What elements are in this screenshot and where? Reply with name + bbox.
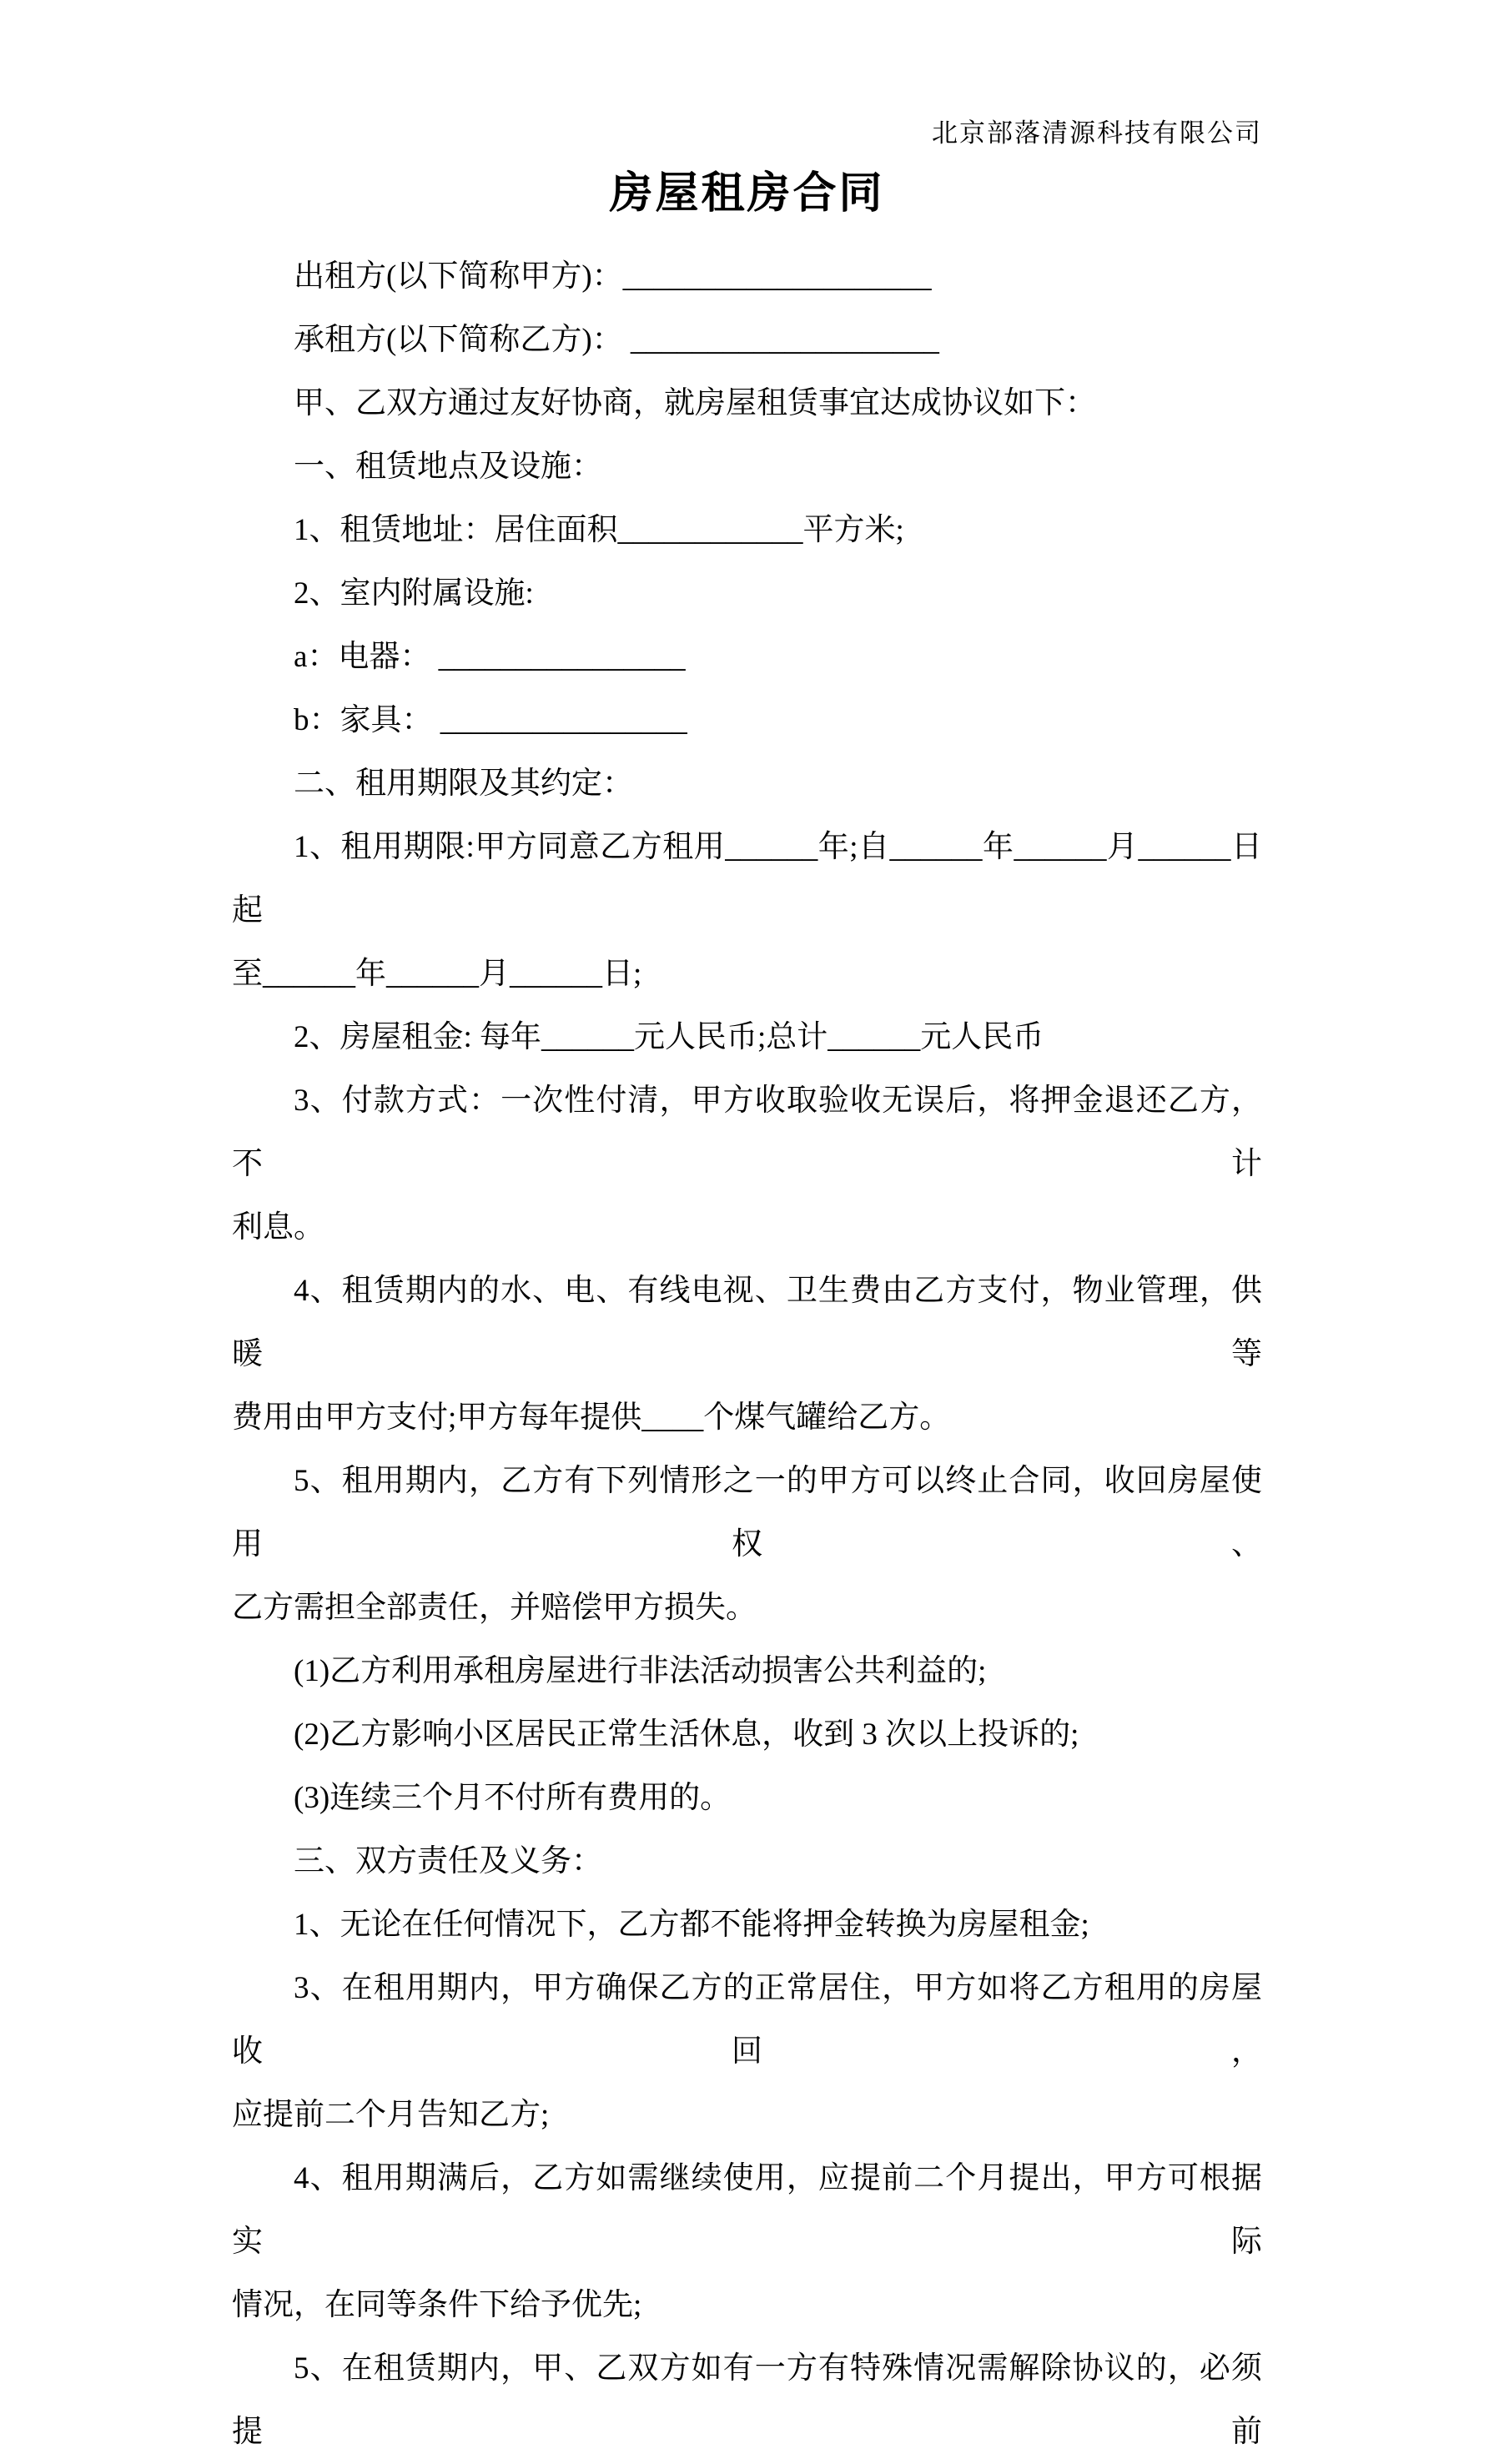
contract-line: 二、租用期限及其约定： [294,767,633,801]
contract-line: (3)连续三个月不付所有费用的。 [294,1781,732,1815]
contract-line: 2、房屋租金: 每年______元人民币;总计______元人民币 [294,1020,1044,1054]
contract-line: 费用由甲方支付;甲方每年提供____个煤气罐给乙方。 [232,1400,951,1435]
contract-line: 承租方(以下简称乙方)： ____________________ [294,323,939,357]
company-name: 北京部落清源科技有限公司 [932,118,1262,148]
document-title: 房屋租房合同 [609,170,885,218]
contract-line: (2)乙方影响小区居民正常生活休息，收到 3 次以上投诉的; [294,1717,1079,1752]
contract-line: 一、租赁地点及设施： [294,450,602,484]
contract-line: 利息。 [232,1210,324,1245]
contract-line: 至______年______月______日; [232,957,642,991]
contract-line: 出租方(以下简称甲方)：____________________ [294,259,932,294]
contract-line: 4、租赁期内的水、电、有线电视、卫生费由乙方支付，物业管理，供暖等 [232,1274,1262,1371]
contract-line: 3、付款方式：一次性付清，甲方收取验收无误后，将押金退还乙方，不计 [232,1084,1262,1181]
contract-body [232,245,1262,2464]
contract-line: 应提前二个月告知乙方; [232,2098,550,2132]
contract-line: b：家具： ________________ [294,703,687,737]
contract-line: (1)乙方利用承租房屋进行非法活动损害公共利益的; [294,1654,987,1688]
contract-line: 3、在租用期内，甲方确保乙方的正常居住，甲方如将乙方租用的房屋收回， [232,1971,1262,2069]
contract-line: 1、租用期限:甲方同意乙方租用______年;自______年______月______日起 [232,830,1262,928]
contract-line: 三、双方责任及义务： [294,1844,602,1878]
contract-line: 乙方需担全部责任，并赔偿甲方损失。 [232,1591,757,1625]
contract-line: 1、无论在任何情况下，乙方都不能将押金转换为房屋租金; [294,1908,1089,1942]
contract-line: 2、室内附属设施: [294,576,534,611]
contract-line: 情况，在同等条件下给予优先; [232,2288,642,2322]
contract-line: 5、租用期内，乙方有下列情形之一的甲方可以终止合同，收回房屋使用权、 [232,1464,1262,1561]
contract-line: a：电器： ________________ [294,640,686,674]
contract-line: 5、在租赁期内，甲、乙双方如有一方有特殊情况需解除协议的，必须提前 [232,2351,1262,2449]
contract-line: 4、租用期满后，乙方如需继续使用，应提前二个月提出，甲方可根据实际 [232,2161,1262,2259]
contract-line: 甲、乙双方通过友好协商，就房屋租赁事宜达成协议如下： [294,386,1096,420]
contract-line: 1、租赁地址：居住面积____________平方米; [294,513,904,547]
